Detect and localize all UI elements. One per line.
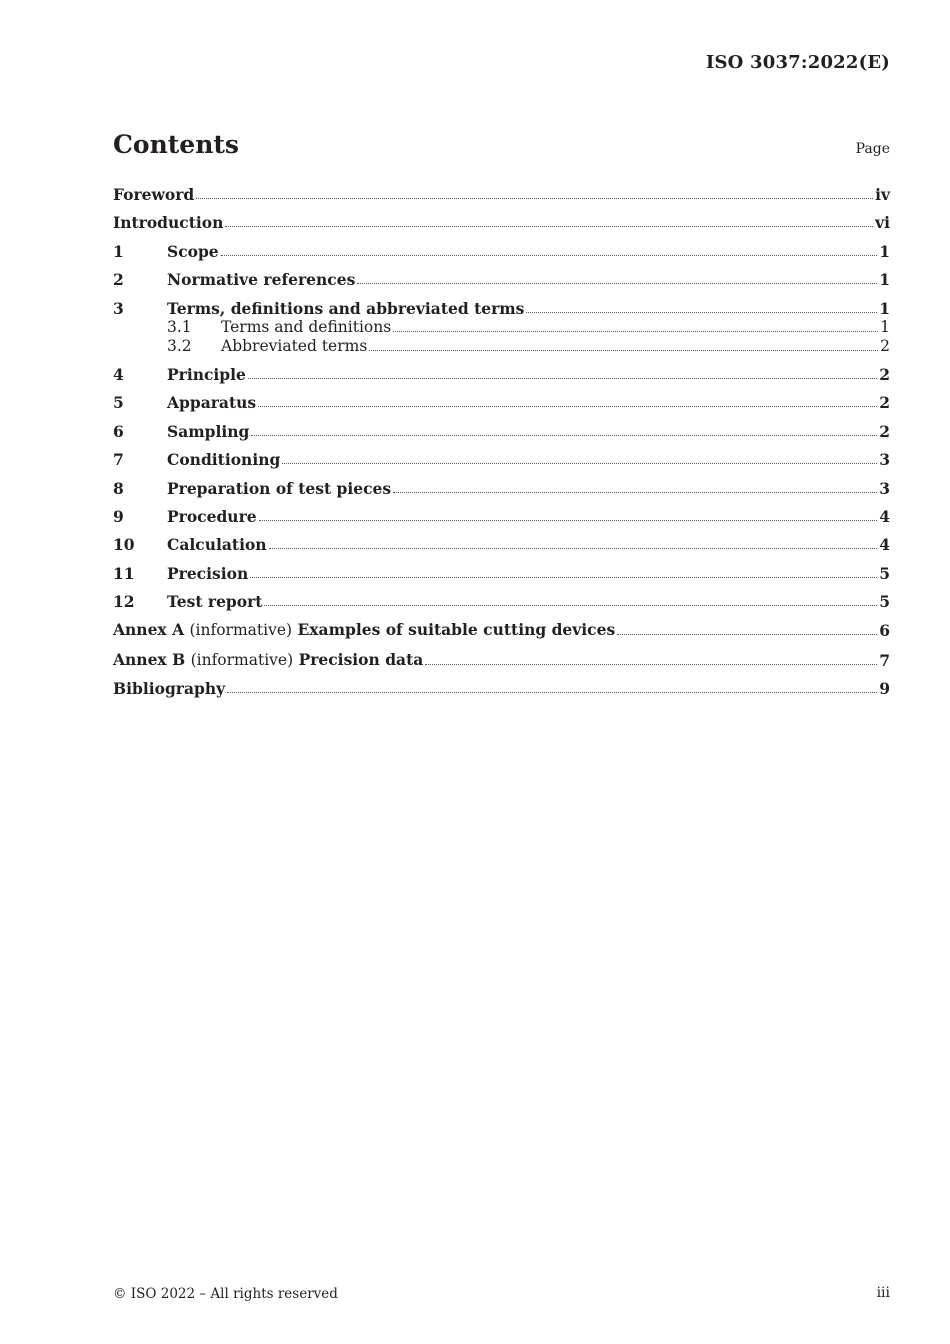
dot-leader — [393, 491, 877, 493]
toc-entry-page: 5 — [879, 592, 890, 612]
toc-entry-normative-references[interactable] — [113, 270, 890, 289]
toc-entry-label: Principle — [167, 364, 246, 384]
toc-entry-number: 6 — [113, 421, 124, 441]
toc-entry-label: Terms, definitions and abbreviated terms — [167, 298, 525, 318]
toc-entry-page: 5 — [879, 563, 890, 583]
table-of-contents — [113, 185, 890, 698]
dot-leader — [196, 197, 873, 199]
toc-entry-sampling[interactable] — [113, 422, 890, 441]
dot-leader — [225, 225, 873, 227]
annex-title: Examples of suitable cutting devices — [297, 620, 616, 640]
toc-entry-scope[interactable] — [113, 242, 890, 261]
toc-entry-page: 9 — [879, 679, 890, 699]
copyright-notice: © ISO 2022 – All rights reserved — [113, 1286, 338, 1302]
toc-entry-page: 1 — [879, 298, 890, 318]
dot-leader — [227, 691, 877, 693]
annex-qualifier: (informative) — [189, 621, 293, 640]
dot-leader — [526, 311, 877, 313]
toc-entry-page: 4 — [879, 506, 890, 526]
dot-leader — [250, 576, 877, 578]
toc-entry-label: Procedure — [167, 506, 257, 526]
dot-leader — [617, 633, 877, 635]
dot-leader — [264, 604, 877, 606]
toc-entry-page: vi — [875, 213, 890, 233]
toc-entry-label: Introduction — [113, 213, 224, 233]
toc-entry-page: 2 — [879, 393, 890, 413]
contents-title: Contents — [113, 130, 240, 159]
annex-prefix: Annex A — [113, 620, 185, 640]
toc-entry-page: 3 — [879, 450, 890, 470]
toc-entry-label: Precision — [167, 563, 249, 583]
toc-entry-page: 2 — [880, 336, 890, 355]
toc-entry-bibliography[interactable] — [113, 679, 890, 698]
toc-entry-apparatus[interactable] — [113, 393, 890, 412]
toc-entry-preparation-of-test-pieces[interactable] — [113, 479, 890, 498]
toc-entry-page: 4 — [879, 535, 890, 555]
toc-entry-label: Sampling — [167, 421, 250, 441]
dot-leader — [357, 282, 877, 284]
toc-entry-label: Terms and definitions — [221, 317, 392, 336]
toc-entry-label: Bibliography — [113, 679, 226, 699]
toc-entry-principle[interactable] — [113, 365, 890, 384]
toc-entry-page: 1 — [879, 270, 890, 290]
toc-entry-number: 5 — [113, 393, 124, 413]
toc-entry-label: Calculation — [167, 535, 267, 555]
dot-leader — [259, 519, 878, 521]
dot-leader — [369, 349, 878, 351]
toc-entry-number: 4 — [113, 364, 124, 384]
toc-entry-number: 12 — [113, 592, 135, 612]
dot-leader — [393, 330, 878, 332]
toc-entry-number: 11 — [113, 563, 135, 583]
toc-entry-label: Test report — [167, 592, 263, 612]
toc-entry-number: 3 — [113, 298, 124, 318]
document-id: ISO 3037:2022(E) — [705, 52, 890, 73]
dot-leader — [282, 462, 877, 464]
toc-entry-conditioning[interactable] — [113, 450, 890, 469]
dot-leader — [425, 663, 877, 665]
dot-leader — [248, 377, 877, 379]
toc-entry-number: 7 — [113, 450, 124, 470]
toc-entry-page: 6 — [879, 621, 890, 641]
toc-entry-label: Normative references — [167, 270, 356, 290]
toc-entry-number: 3.1 — [167, 317, 192, 336]
toc-subentry-abbreviated-terms[interactable] — [113, 337, 890, 356]
toc-entry-page: iv — [875, 185, 890, 204]
toc-entry-page: 2 — [879, 421, 890, 441]
toc-entry-terms-definitions[interactable] — [113, 299, 890, 318]
toc-subentry-terms-and-definitions[interactable] — [113, 318, 890, 337]
page-number: iii — [876, 1285, 890, 1301]
dot-leader — [269, 547, 878, 549]
toc-entry-number: 3.2 — [167, 336, 192, 355]
dot-leader — [221, 254, 878, 256]
toc-entry-annex-a[interactable] — [113, 620, 890, 640]
toc-entry-page: 3 — [879, 478, 890, 498]
toc-entry-label: Conditioning — [167, 450, 281, 470]
toc-entry-label: Foreword — [113, 185, 195, 204]
dot-leader — [258, 405, 877, 407]
toc-entry-introduction[interactable] — [113, 213, 890, 232]
toc-entry-page: 1 — [880, 317, 890, 336]
toc-entry-number: 2 — [113, 270, 124, 290]
annex-qualifier: (informative) — [190, 650, 294, 669]
page-column-label: Page — [855, 141, 890, 157]
toc-entry-page: 7 — [879, 650, 890, 670]
toc-entry-test-report[interactable] — [113, 592, 890, 611]
toc-entry-label: Abbreviated terms — [221, 336, 368, 355]
toc-entry-label: Scope — [167, 241, 219, 261]
toc-entry-label — [113, 620, 615, 640]
annex-title: Precision data — [298, 649, 424, 669]
toc-entry-label: Apparatus — [167, 393, 257, 413]
annex-prefix: Annex B — [113, 649, 186, 669]
toc-entry-page: 1 — [879, 241, 890, 261]
toc-entry-number: 10 — [113, 535, 135, 555]
toc-entry-calculation[interactable] — [113, 535, 890, 554]
toc-entry-procedure[interactable] — [113, 507, 890, 526]
toc-entry-precision[interactable] — [113, 564, 890, 583]
toc-entry-annex-b[interactable] — [113, 650, 890, 670]
dot-leader — [251, 434, 877, 436]
toc-entry-label — [113, 650, 423, 670]
toc-entry-label: Preparation of test pieces — [167, 478, 392, 498]
toc-entry-number: 9 — [113, 506, 124, 526]
toc-entry-foreword[interactable] — [113, 185, 890, 204]
toc-entry-page: 2 — [879, 364, 890, 384]
toc-entry-number: 8 — [113, 478, 124, 498]
toc-entry-number: 1 — [113, 241, 124, 261]
